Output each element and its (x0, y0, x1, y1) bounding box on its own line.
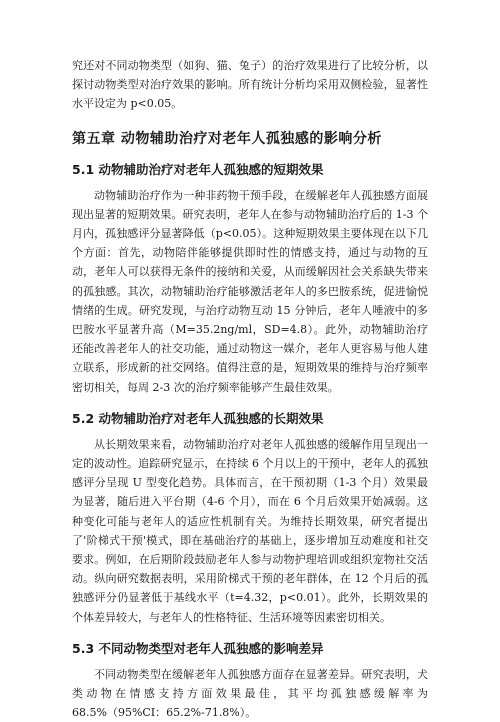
section-5-3-paragraph: 不同动物类型在缓解老年人孤独感方面存在显著差异。研究表明，犬类动物在情感支持方面效果最佳，其平均孤独感缓解率为 68.5%（95%CI：65.2%-71.8%）。 (72, 667, 428, 720)
section-5-3-title: 5.3 不同动物类型对老年人孤独感的影响差异 (72, 640, 324, 656)
section-5-1-paragraph: 动物辅助治疗作为一种非药物干预手段，在缓解老年人孤独感方面展现出显著的短期效果。研究表明，老年人在参与动物辅助治疗后的 1-3 个月内，孤独感评分显著降低（p<0.05）。这种短期效果主要体现在以下几个方面：首先，动物陪伴能够提供即时性的情感支持，通过与动物的互动，老年人可以获得无条件的接纳和关爱，从而缓解因社会关系缺失带来的孤独感。其次，动物辅助治疗能够激活老年人的多巴胺系统，促进愉悦情绪的生成。研究发现，与治疗动物互动 15 分钟后，老年人唾液中的多巴胺水平显著升高（M=35.2ng/ml，SD=4.8）。此外，动物辅助治疗还能改善老年人的社交功能，通过动物这一媒介，老年人更容易与他人建立联系，形成新的社交网络。值得注意的是，短期效果的维持与治疗频率密切相关，每周 2-3 次的治疗频率能够产生最佳效果。 (72, 188, 428, 394)
section-5-2-title: 5.2 动物辅助治疗对老年人孤独感的长期效果 (72, 410, 324, 426)
section-5-1-title: 5.1 动物辅助治疗对老年人孤独感的短期效果 (72, 161, 324, 177)
section-5-2-paragraph: 从长期效果来看，动物辅助治疗对老年人孤独感的缓解作用呈现出一定的波动性。追踪研究显示，在持续 6 个月以上的干预中，老年人的孤独感评分呈现 U 型变化趋势。具体而言，在干预初期（1-3 个月）效果最为显著，随后进入平台期（4-6 个月），而在 6 个月后效果开始减弱。这种变化可能与老年人的适应性机制有关。为维持长期效果，研究者提出了'阶梯式干预'模式，即在基础治疗的基础上，逐步增加互动难度和社交要求。例如，在后期阶段鼓励老年人参与动物护理培训或组织宠物社交活动。纵向研究数据表明，采用阶梯式干预的老年群体，在 12 个月后的孤独感评分仍显著低于基线水平（t=4.32，p<0.01）。此外，长期效果的个体差异较大，与老年人的性格特征、生活环境等因素密切相关。 (72, 437, 428, 624)
chapter-title: 第五章 动物辅助治疗对老年人孤独感的影响分析 (72, 130, 382, 147)
intro-paragraph: 究还对不同动物类型（如狗、猫、兔子）的治疗效果进行了比较分析，以探讨动物类型对治疗效果的影响。所有统计分析均采用双侧检验，显著性水平设定为 p<0.05。 (72, 59, 428, 111)
